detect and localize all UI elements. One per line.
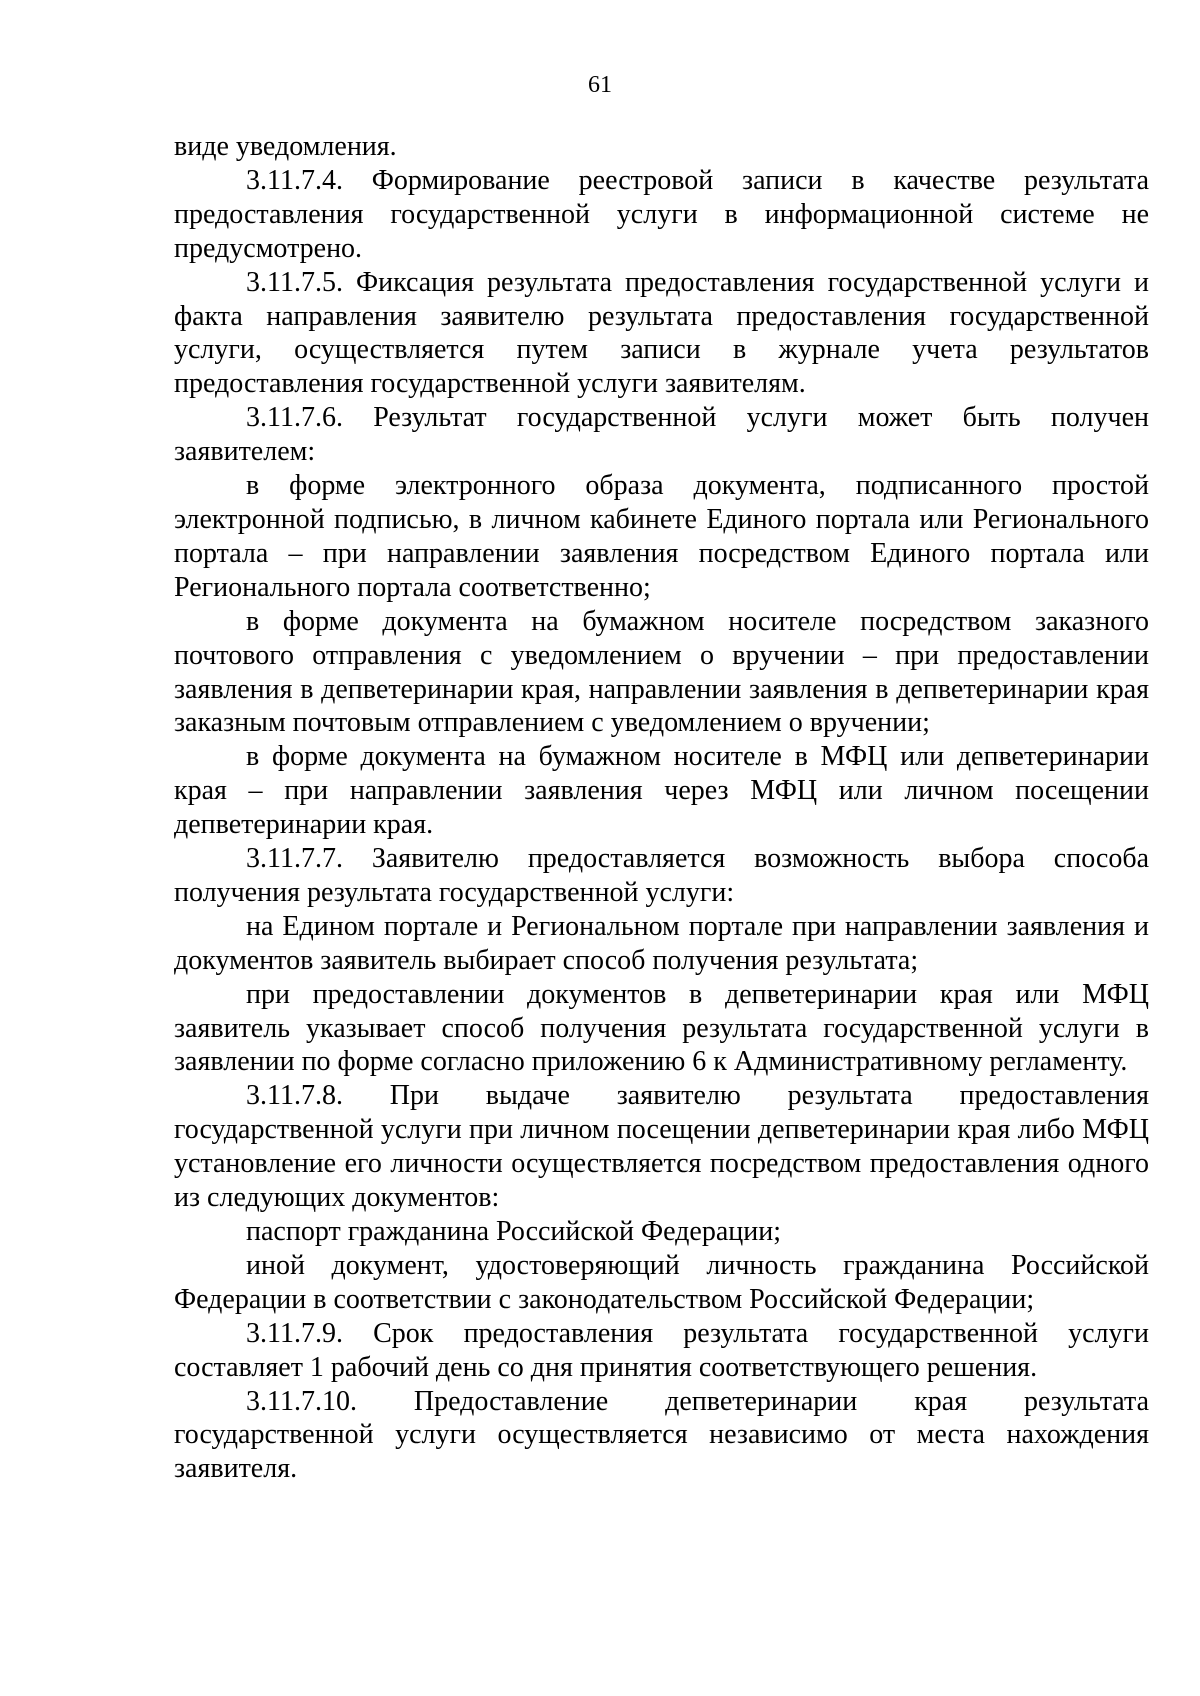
page-number: 61 (588, 72, 612, 98)
paragraph-portal-choice: на Едином портале и Региональном портале при направлении заявления и документов заявитель выбирает способ получения результата; (174, 910, 1149, 976)
paragraph-3-11-7-10: 3.11.7.10. Предоставление депветеринарии края результата государственной услуги осуществляется независимо от места нахождения заявителя. (174, 1385, 1149, 1485)
paragraph-paper-form: в форме документа на бумажном носителе в МФЦ или депветеринарии края – при направлении заявления через МФЦ или личном посещении депветеринарии края. (174, 741, 1149, 841)
paragraph-3-11-7-7: 3.11.7.7. Заявителю предоставляется возможность выбора способа получения результата государственной услуги: (174, 843, 1149, 908)
paragraph-postal-form: в форме документа на бумажном носителе посредством заказного почтового отправления с уведомлением о вручении – при предоставлении заявления в депветеринарии края, направлении заявления в депветеринарии края заказным почтовым отправлением с уведомлением о вручении; (174, 605, 1149, 739)
paragraph-3-11-7-5: 3.11.7.5. Фиксация результата предоставления государственной услуги и факта направления заявителю результата предоставления государственной услуги, осуществляется путем записи в журнале учета результатов предоставления государственной услуги заявителям. (174, 266, 1149, 400)
paragraph-other-document: иной документ, удостоверяющий личность гражданина Российской Федерации в соответствии с законодательством Российской Федерации; (174, 1249, 1149, 1315)
paragraph-3-11-7-6: 3.11.7.6. Результат государственной услуги может быть получен заявителем: (174, 402, 1149, 468)
document-body (174, 130, 1149, 1486)
paragraph-electronic-form: в форме электронного образа документа, подписанного простой электронной подписью, в личном кабинете Единого портала или Регионального портала – при направлении заявления посредством Единого портала или Регионального портала соответственно; (174, 470, 1149, 603)
paragraph-office-choice: при предоставлении документов в депветеринарии края или МФЦ заявитель указывает способ получения результата государственной услуги в заявлении по форме согласно приложению 6 к Административному регламенту. (174, 978, 1149, 1078)
paragraph-passport: паспорт гражданина Российской Федерации; (246, 1216, 782, 1247)
paragraph-3-11-7-9: 3.11.7.9. Срок предоставления результата государственной услуги составляет 1 рабочий день со дня принятия соответствующего решения. (174, 1317, 1149, 1383)
paragraph-3-11-7-4: 3.11.7.4. Формирование реестровой записи в качестве результата предоставления государственной услуги в информационной системе не предусмотрено. (174, 164, 1149, 264)
paragraph-continuation: виде уведомления. (174, 131, 397, 162)
paragraph-3-11-7-8: 3.11.7.8. При выдаче заявителю результата предоставления государственной услуги при личном посещении депветеринарии края либо МФЦ установление его личности осуществляется посредством предоставления одного из следующих документов: (174, 1080, 1149, 1214)
